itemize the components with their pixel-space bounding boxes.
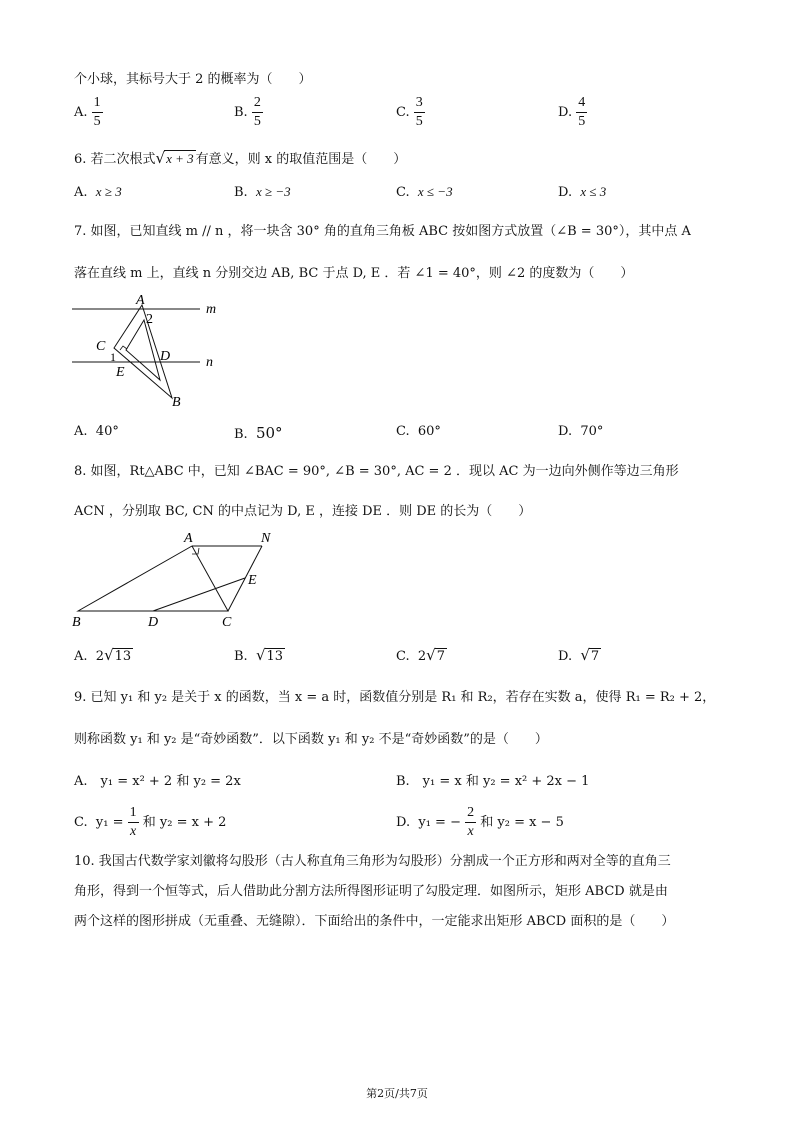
q8-stem-line1: 8. 如图，Rt△ABC 中，已知 ∠BAC = 90°, ∠B = 30°, AC = 2 ．现以 AC 为一边向外侧作等边三角形 — [74, 464, 679, 479]
label-m: m — [206, 302, 217, 317]
q6-option-c[interactable]: C. x ≤ −3 — [396, 184, 453, 200]
q8-figure — [66, 528, 286, 632]
q10-stem-line1: 10. 我国古代数学家刘徽将勾股形（古人称直角三角形为勾股形）分割成一个正方形和两对全等的直角三 — [74, 854, 671, 869]
fraction: $\frac{1}{x}$ — [129, 805, 137, 839]
label-1: 1 — [110, 350, 116, 364]
fraction: $\frac{4}{5}$ — [578, 95, 586, 129]
fraction: $\frac{3}{5}$ — [415, 95, 423, 129]
q7-option-a[interactable]: A. 40° — [74, 424, 119, 439]
label-d: D — [148, 615, 159, 630]
q8-option-c[interactable]: C. 2√7 — [396, 646, 446, 664]
page-number: 第2页/共7页 — [366, 1087, 428, 1100]
triangle-inner — [126, 320, 160, 380]
q5-option-b[interactable]: B. $\frac{2}{5}$ — [234, 95, 261, 129]
label-d: D — [160, 349, 171, 364]
label-e: E — [116, 365, 125, 380]
q9-option-a[interactable]: A. y₁ = x² + 2 和 y₂ = 2x — [74, 774, 241, 789]
fraction: $\frac{2}{x}$ — [467, 805, 475, 839]
q9-option-c[interactable]: C. y₁ = $\frac{1}{x}$ 和 y₂ = x + 2 — [74, 805, 227, 839]
label-n: n — [206, 355, 213, 370]
q8-stem-line2: ACN ，分别取 BC, CN 的中点记为 D, E ，连接 DE ．则 DE 的长为（ ） — [74, 504, 532, 519]
q7-option-c[interactable]: C. 60° — [396, 424, 441, 439]
label-2: 2 — [146, 312, 153, 327]
q6-stem: 6. 若二次根式√x + 3 有意义，则 x 的取值范围是（ ） — [74, 149, 407, 167]
q9-stem-line1: 9. 已知 y₁ 和 y₂ 是关于 x 的函数，当 x = a 时，函数值分别是 R₁ 和 R₂，若存在实数 a，使得 R₁ = R₂ + 2， — [74, 690, 716, 705]
q5-option-a[interactable]: A. $\frac{1}{5}$ — [74, 95, 101, 129]
segment-de — [153, 578, 245, 611]
label-c: C — [96, 339, 106, 354]
label-a: A — [136, 293, 145, 308]
fraction: $\frac{1}{5}$ — [93, 95, 101, 129]
triangle-abc — [78, 546, 228, 611]
label-b: B — [172, 395, 181, 410]
q6-option-a[interactable]: A. x ≥ 3 — [74, 184, 122, 200]
q9-stem-line2: 则称函数 y₁ 和 y₂ 是“奇妙函数”．以下函数 y₁ 和 y₂ 不是“奇妙函数”的是（ ） — [74, 732, 548, 747]
q8-option-a[interactable]: A. 2√13 — [74, 646, 132, 664]
q7-figure — [60, 290, 240, 410]
q5-stem-continuation: 个小球，其标号大于 2 的概率为（ ） — [74, 72, 312, 87]
label-c: C — [222, 615, 232, 630]
q10-stem-line3: 两个这样的图形拼成（无重叠、无缝隙）．下面给出的条件中，一定能求出矩形 ABCD 面积的是（ ） — [74, 914, 675, 929]
q7-option-d[interactable]: D. 70° — [558, 424, 604, 439]
label-n: N — [261, 531, 271, 546]
q9-option-d[interactable]: D. y₁ = − $\frac{2}{x}$ 和 y₂ = x − 5 — [396, 805, 564, 839]
q7-option-b[interactable]: B. 50° — [234, 424, 283, 442]
fraction: $\frac{2}{5}$ — [253, 95, 261, 129]
label-b: B — [72, 615, 81, 630]
q5-option-c[interactable]: C. $\frac{3}{5}$ — [396, 95, 423, 129]
q8-option-b[interactable]: B. √13 — [234, 646, 284, 664]
q6-option-b[interactable]: B. x ≥ −3 — [234, 184, 291, 200]
q10-stem-line2: 角形，得到一个恒等式，后人借助此分割方法所得图形证明了勾股定理．如图所示，矩形 ABCD 就是由 — [74, 884, 668, 899]
label-e: E — [248, 573, 257, 588]
q5-option-d[interactable]: D. $\frac{4}{5}$ — [558, 95, 586, 129]
label-a: A — [184, 531, 193, 546]
q7-stem-line2: 落在直线 m 上，直线 n 分别交边 AB, BC 于点 D, E ．若 ∠1 = 40°，则 ∠2 的度数为（ ） — [74, 266, 634, 281]
q8-option-d[interactable]: D. √7 — [558, 646, 600, 664]
q7-stem-line1: 7. 如图，已知直线 m // n ，将一块含 30° 角的直角三角板 ABC 按如图方式放置（∠B = 30°），其中点 A — [74, 224, 691, 239]
q6-option-d[interactable]: D. x ≤ 3 — [558, 184, 607, 200]
q9-option-b[interactable]: B. y₁ = x 和 y₂ = x² + 2x − 1 — [396, 774, 590, 789]
